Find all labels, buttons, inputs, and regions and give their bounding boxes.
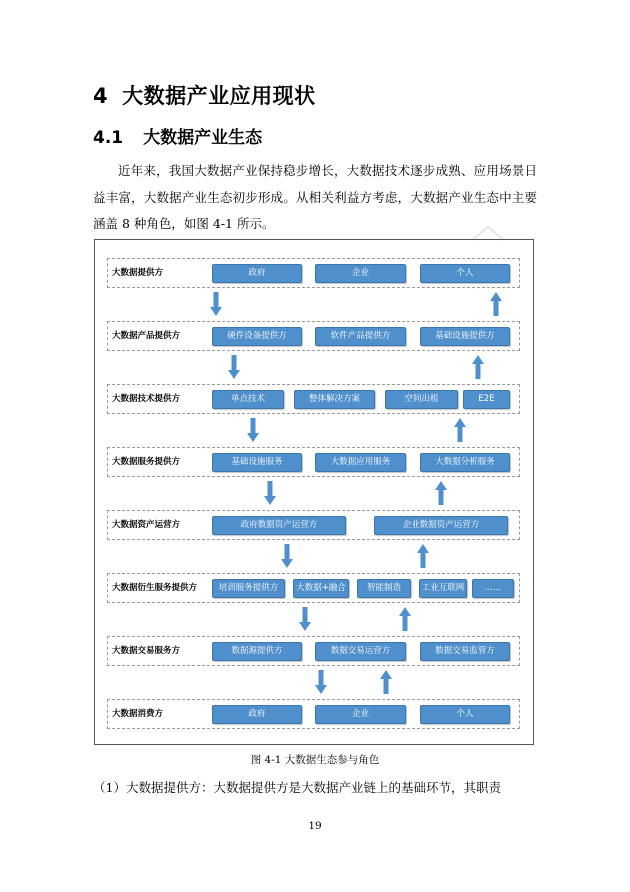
- node-box: 大数据分析服务: [420, 453, 510, 472]
- down-arrow-icon: [247, 418, 259, 442]
- figure-row: [107, 573, 520, 603]
- down-arrow-icon: [264, 481, 276, 505]
- node-box: 大数据应用服务: [315, 453, 406, 472]
- intro-paragraph: 近年来，我国大数据产业保持稳步增长，大数据技术逐步成熟、应用场景日益丰富，大数据产业生态初步形成。从相关利益方考虑，大数据产业生态中主要涵盖 8 种角色，如图 4-1 所示。: [93, 163, 537, 231]
- node-box: 个人: [420, 264, 510, 283]
- heading-1-text: 大数据产业应用现状: [122, 84, 316, 108]
- heading-2-text: 大数据产业生态: [143, 128, 263, 148]
- node-box: 单点技术: [212, 390, 284, 409]
- up-arrow-icon: [380, 670, 392, 694]
- node-box: ......: [472, 579, 514, 598]
- node-box: 整体解决方案: [294, 390, 375, 409]
- node-box: 工业互联网: [419, 579, 467, 598]
- row-label: 大数据资产运营方: [112, 520, 181, 530]
- up-arrow-icon: [417, 544, 429, 568]
- node-box: 企业: [315, 705, 406, 724]
- node-box: 软件产品提供方: [315, 327, 406, 346]
- heading-2: [93, 123, 262, 148]
- page-number: 19: [308, 820, 322, 832]
- up-arrow-icon: [435, 481, 447, 505]
- node-box: 政府数据资产运营方: [212, 516, 346, 535]
- figure-row: [107, 510, 520, 540]
- node-box: E2E: [463, 390, 510, 409]
- node-box: 基础设施服务: [212, 453, 302, 472]
- figure-row: [107, 321, 520, 351]
- node-box: 智能制造: [357, 579, 411, 598]
- row-label: 大数据服务提供方: [112, 457, 181, 467]
- down-arrow-icon: [281, 544, 293, 568]
- ecosystem-figure: [94, 239, 534, 745]
- node-box: 数据源提供方: [212, 642, 302, 661]
- node-box: 硬件设备提供方: [212, 327, 302, 346]
- figure-row: [107, 258, 520, 288]
- row-label: 大数据产品提供方: [112, 331, 181, 341]
- up-arrow-icon: [399, 607, 411, 631]
- figure-row: [107, 447, 520, 477]
- figure-row: [107, 636, 520, 666]
- up-arrow-icon: [490, 292, 502, 316]
- figure-row: [107, 384, 520, 414]
- row-label: 大数据交易服务方: [112, 646, 181, 656]
- row-label: 大数据衍生服务提供方: [112, 583, 198, 593]
- node-box: 大数据+融合: [293, 579, 349, 598]
- heading-1: [93, 80, 316, 110]
- row-label: 大数据技术提供方: [112, 394, 181, 404]
- node-box: 数据交易监管方: [420, 642, 510, 661]
- node-box: 政府: [212, 264, 302, 283]
- down-arrow-icon: [228, 355, 240, 379]
- figure-caption: 图 4-1 大数据生态参与角色: [250, 754, 380, 766]
- down-arrow-icon: [210, 292, 222, 316]
- node-box: 数据交易运营方: [315, 642, 406, 661]
- node-box: 企业: [315, 264, 406, 283]
- node-box: 政府: [212, 705, 302, 724]
- heading-2-number: 4.1: [93, 128, 124, 148]
- figure-row: [107, 699, 520, 729]
- node-box: 基础设施提供方: [420, 327, 510, 346]
- node-box: 个人: [420, 705, 510, 724]
- up-arrow-icon: [472, 355, 484, 379]
- row-label: 大数据提供方: [112, 268, 164, 278]
- heading-1-number: 4: [93, 84, 109, 108]
- node-box: 培训服务提供方: [212, 579, 285, 598]
- down-arrow-icon: [299, 607, 311, 631]
- down-arrow-icon: [315, 670, 327, 694]
- node-box: 企业数据资产运营方: [374, 516, 508, 535]
- up-arrow-icon: [454, 418, 466, 442]
- row-label: 大数据消费方: [112, 709, 164, 719]
- node-box: 空间出租: [385, 390, 458, 409]
- paragraph-2: （1）大数据提供方：大数据提供方是大数据产业链上的基础环节，其职责: [93, 780, 501, 795]
